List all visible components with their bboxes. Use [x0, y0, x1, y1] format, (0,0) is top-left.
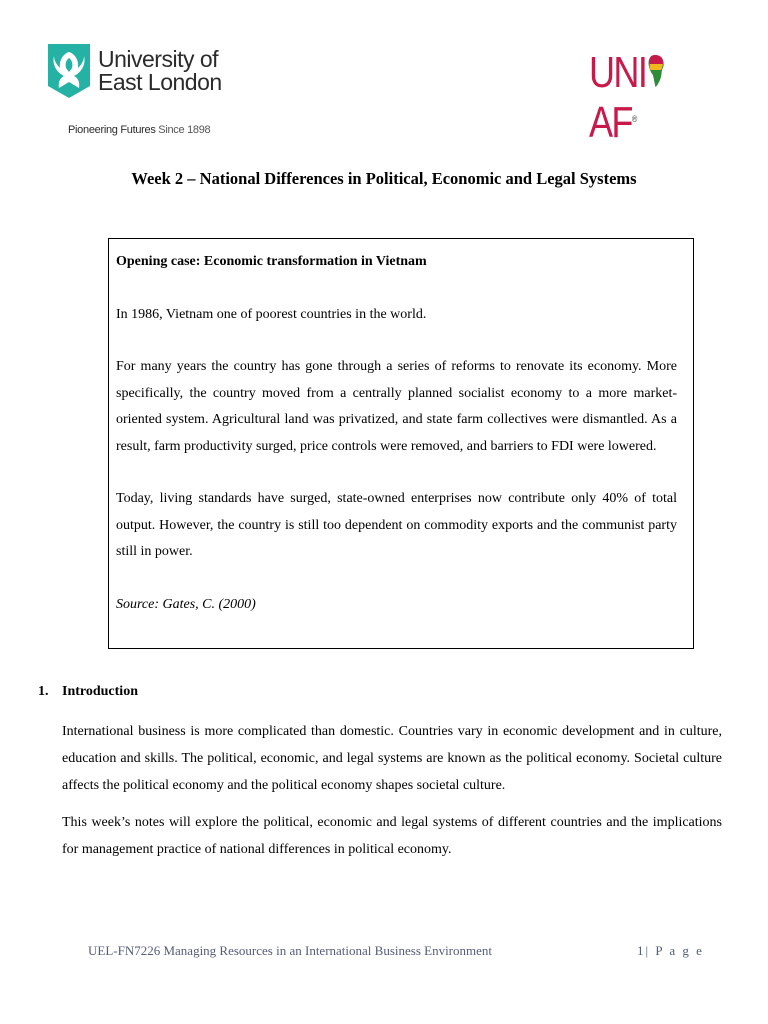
registered-mark: ®: [631, 114, 638, 124]
africa-map-icon: [647, 53, 665, 89]
section-title: Introduction: [62, 684, 138, 699]
uel-tagline: [68, 124, 210, 136]
uel-name-line2: East London: [98, 69, 222, 95]
opening-case-paragraph-1: In 1986, Vietnam one of poorest countries in the world.: [116, 306, 427, 322]
uel-name-line1: University of: [98, 46, 219, 72]
opening-case-box: [108, 238, 694, 649]
page-label: | P a g e: [645, 943, 704, 958]
uel-phoenix-emblem-icon: [46, 42, 92, 100]
unicaf-logo-post: AF: [589, 98, 632, 147]
footer-course-title: UEL-FN7226 Managing Resources in an International Business Environment: [88, 943, 493, 958]
opening-case-paragraph-2: For many years the country has gone through a series of reforms to renovate its economy. More specifically, the country moved from a centrally planned socialist economy to a more market-oriented system. Agricultural land was privatized, and state farm collectives were dismantled. As a result, farm productivity surged, price controls were removed, and barriers to FDI were lowered.: [116, 359, 677, 454]
unicaf-logo: [589, 48, 699, 147]
tagline-main: Pioneering Futures: [68, 124, 156, 136]
introduction-paragraph-2: This week’s notes will explore the political, economic and legal systems of different countries and the implications for management practice of national differences in political economy.: [62, 815, 722, 857]
unicaf-logo-pre: UNI: [589, 48, 647, 97]
section-number: 1.: [38, 684, 49, 699]
section-heading-introduction: [38, 684, 138, 700]
footer-page-number: [637, 943, 704, 959]
opening-case-paragraph-3: Today, living standards have surged, state-owned enterprises now contribute only 40% of total output. However, the country is still too dependent on commodity exports and the communist party still in power.: [116, 491, 677, 559]
page-number: 1: [637, 943, 644, 958]
tagline-since: Since 1898: [155, 124, 211, 136]
uel-name: [98, 48, 222, 94]
document-title: Week 2 – National Differences in Political, Economic and Legal Systems: [131, 169, 637, 188]
opening-case-source: Source: Gates, C. (2000): [116, 596, 256, 612]
opening-case-heading: Opening case: Economic transformation in Vietnam: [116, 254, 427, 269]
uel-logo: [46, 42, 226, 100]
introduction-paragraph-1: International business is more complicated than domestic. Countries vary in economic development and in culture, education and skills. The political, economic, and legal systems are known as the political economy. Societal culture affects the political economy and the political economy shapes societal culture.: [62, 724, 722, 793]
